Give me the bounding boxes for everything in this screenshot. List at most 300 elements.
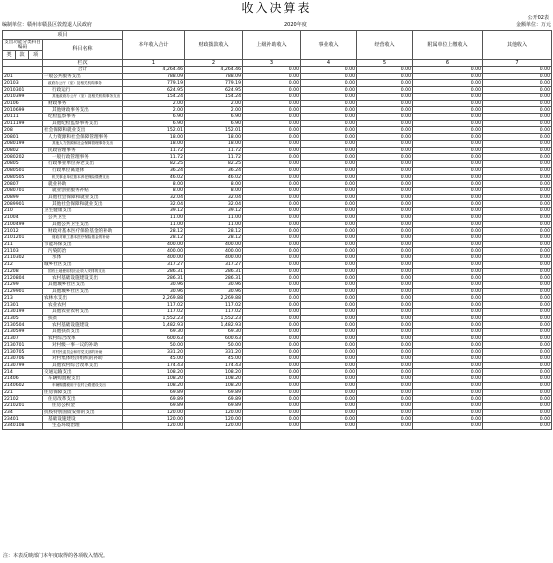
table-row <box>3 342 552 349</box>
other-income-col-6: 0.00 <box>413 255 483 262</box>
other-income-col-6: 0.00 <box>413 73 483 80</box>
other-income-col-5: 0.00 <box>357 120 413 127</box>
subject-code: 20805 <box>3 161 43 168</box>
subject-name: 其他社会保障和就业支出 <box>43 194 123 201</box>
total-income: 32.04 <box>123 194 185 201</box>
fiscal-appropriation: 45.00 <box>185 355 243 362</box>
other-income-col-3: 0.00 <box>243 268 301 275</box>
subject-code: 2080199 <box>3 140 43 147</box>
other-income-col-5: 0.00 <box>357 167 413 174</box>
subject-code: 20807 <box>3 181 43 188</box>
other-income-col-7: 0.00 <box>483 302 552 309</box>
other-income-col-7: 0.00 <box>483 382 552 389</box>
header-kuan: 款 <box>16 51 29 60</box>
subject-name: 对村集体经济组织的补助 <box>43 355 123 362</box>
col-num-7: 7 <box>483 60 552 67</box>
other-income-col-7: 0.00 <box>483 255 552 262</box>
table-row <box>3 362 552 369</box>
other-income-col-6: 0.00 <box>413 154 483 161</box>
total-income: 120.00 <box>123 409 185 416</box>
fiscal-appropriation: 30.96 <box>185 282 243 289</box>
report-title: 收入决算表 <box>241 1 312 15</box>
total-income: 11.72 <box>123 147 185 154</box>
other-income-col-7: 0.00 <box>483 409 552 416</box>
total-income: 18.00 <box>123 134 185 141</box>
table-row <box>3 107 552 114</box>
total-income: 286.31 <box>123 275 185 282</box>
subject-name: 其他人力资源和社会保障管理事务支出 <box>43 140 123 147</box>
other-income-col-6: 0.00 <box>413 409 483 416</box>
other-income-col-3: 0.00 <box>243 140 301 147</box>
subject-code: 2130504 <box>3 322 43 329</box>
other-income-col-4: 0.00 <box>301 93 357 100</box>
other-income-col-4: 0.00 <box>301 376 357 383</box>
other-income-col-4: 0.00 <box>301 335 357 342</box>
other-income-col-5: 0.00 <box>357 147 413 154</box>
subject-code <box>3 67 43 74</box>
other-income-col-6: 0.00 <box>413 93 483 100</box>
fiscal-appropriation: 18.00 <box>185 140 243 147</box>
col-num-6: 6 <box>413 60 483 67</box>
other-income-col-3: 0.00 <box>243 73 301 80</box>
fiscal-appropriation: 28.12 <box>185 234 243 241</box>
other-income-col-5: 0.00 <box>357 234 413 241</box>
other-income-col-5: 0.00 <box>357 369 413 376</box>
other-income-col-7: 0.00 <box>483 154 552 161</box>
other-income-col-5: 0.00 <box>357 248 413 255</box>
other-income-col-6: 0.00 <box>413 389 483 396</box>
other-income-col-6: 0.00 <box>413 241 483 248</box>
other-income-col-6: 0.00 <box>413 187 483 194</box>
other-income-col-5: 0.00 <box>357 174 413 181</box>
other-income-col-5: 0.00 <box>357 114 413 121</box>
other-income-col-7: 0.00 <box>483 416 552 423</box>
report-year: 2020年度 <box>284 22 307 28</box>
subject-code: 2010399 <box>3 93 43 100</box>
table-row <box>3 335 552 342</box>
total-income: 45.00 <box>123 355 185 362</box>
other-income-col-7: 0.00 <box>483 275 552 282</box>
other-income-col-7: 0.00 <box>483 423 552 430</box>
total-income: 108.20 <box>123 369 185 376</box>
other-income-col-4: 0.00 <box>301 355 357 362</box>
total-income: 120.00 <box>123 416 185 423</box>
subject-code: 221 <box>3 389 43 396</box>
table-row <box>3 329 552 336</box>
total-income: 117.02 <box>123 308 185 315</box>
subject-name: 其他政府办公厅（室）及相关机构事务支出 <box>43 93 123 100</box>
table-row <box>3 382 552 389</box>
other-income-col-4: 0.00 <box>301 100 357 107</box>
other-income-col-4: 0.00 <box>301 134 357 141</box>
subject-name: 抗疫特别国债安排的支出 <box>43 409 123 416</box>
other-income-col-5: 0.00 <box>357 322 413 329</box>
subject-code: 2129901 <box>3 288 43 295</box>
other-income-col-4: 0.00 <box>301 73 357 80</box>
other-income-col-5: 0.00 <box>357 329 413 336</box>
total-income: 331.20 <box>123 349 185 356</box>
other-income-col-3: 0.00 <box>243 288 301 295</box>
other-income-col-5: 0.00 <box>357 134 413 141</box>
table-row <box>3 315 552 322</box>
subject-name: 农村基础设施建设 <box>43 322 123 329</box>
other-income-col-6: 0.00 <box>413 140 483 147</box>
other-income-col-5: 0.00 <box>357 221 413 228</box>
total-income: 50.00 <box>123 342 185 349</box>
other-income-col-5: 0.00 <box>357 416 413 423</box>
subject-code: 2080701 <box>3 187 43 194</box>
other-income-col-6: 0.00 <box>413 355 483 362</box>
total-income: 11.00 <box>123 221 185 228</box>
other-income-col-3: 0.00 <box>243 214 301 221</box>
other-income-col-6: 0.00 <box>413 288 483 295</box>
other-income-col-7: 0.00 <box>483 329 552 336</box>
table-row <box>3 147 552 154</box>
other-income-col-7: 0.00 <box>483 73 552 80</box>
other-income-col-4: 0.00 <box>301 288 357 295</box>
other-income-col-6: 0.00 <box>413 67 483 74</box>
subject-code: 2130799 <box>3 362 43 369</box>
other-income-col-3: 0.00 <box>243 416 301 423</box>
other-income-col-4: 0.00 <box>301 416 357 423</box>
table-row <box>3 302 552 309</box>
fiscal-appropriation: 600.63 <box>185 335 243 342</box>
other-income-col-6: 0.00 <box>413 228 483 235</box>
other-income-col-6: 0.00 <box>413 174 483 181</box>
other-income-col-5: 0.00 <box>357 282 413 289</box>
fiscal-appropriation: 286.31 <box>185 275 243 282</box>
other-income-col-4: 0.00 <box>301 275 357 282</box>
total-income: 400.00 <box>123 255 185 262</box>
other-income-col-6: 0.00 <box>413 181 483 188</box>
other-income-col-7: 0.00 <box>483 288 552 295</box>
subject-code: 2340108 <box>3 423 43 430</box>
other-income-col-4: 0.00 <box>301 308 357 315</box>
other-income-col-5: 0.00 <box>357 208 413 215</box>
other-income-col-3: 0.00 <box>243 342 301 349</box>
total-income: 1,552.23 <box>123 315 185 322</box>
subject-code: 21299 <box>3 282 43 289</box>
other-income-col-4: 0.00 <box>301 67 357 74</box>
other-income-col-3: 0.00 <box>243 362 301 369</box>
col-num-5: 5 <box>357 60 413 67</box>
other-income-col-3: 0.00 <box>243 134 301 141</box>
fiscal-appropriation: 30.96 <box>185 288 243 295</box>
other-income-col-4: 0.00 <box>301 154 357 161</box>
other-income-col-7: 0.00 <box>483 282 552 289</box>
other-income-col-4: 0.00 <box>301 187 357 194</box>
subject-code: 211 <box>3 241 43 248</box>
fiscal-appropriation: 69.89 <box>185 389 243 396</box>
other-income-col-5: 0.00 <box>357 201 413 208</box>
subject-code: 23401 <box>3 416 43 423</box>
other-income-col-3: 0.00 <box>243 87 301 94</box>
subject-code: 2080501 <box>3 167 43 174</box>
money-unit: 金额单位：万元 <box>515 22 551 28</box>
other-income-col-5: 0.00 <box>357 342 413 349</box>
subject-name: 一般公共服务支出 <box>43 73 123 80</box>
other-income-col-3: 0.00 <box>243 282 301 289</box>
other-income-col-7: 0.00 <box>483 349 552 356</box>
lanci-label: 栏次 <box>43 60 123 67</box>
fiscal-appropriation: 108.20 <box>185 376 243 383</box>
table-row <box>3 234 552 241</box>
subject-name: 基础设施建设 <box>43 416 123 423</box>
other-income-col-3: 0.00 <box>243 167 301 174</box>
fiscal-appropriation: 2.00 <box>185 100 243 107</box>
fiscal-appropriation: 18.00 <box>185 134 243 141</box>
subject-code: 2130701 <box>3 342 43 349</box>
other-income-col-6: 0.00 <box>413 302 483 309</box>
subject-name: 城乡社区支出 <box>43 261 123 268</box>
other-income-col-3: 0.00 <box>243 228 301 235</box>
table-row <box>3 167 552 174</box>
subject-code: 21307 <box>3 335 43 342</box>
subject-code: 2210201 <box>3 402 43 409</box>
fiscal-appropriation: 779.19 <box>185 80 243 87</box>
subject-code: 214 <box>3 369 43 376</box>
other-income-col-7: 0.00 <box>483 87 552 94</box>
table-row <box>3 214 552 221</box>
other-income-col-3: 0.00 <box>243 409 301 416</box>
other-income-col-6: 0.00 <box>413 342 483 349</box>
other-income-col-6: 0.00 <box>413 335 483 342</box>
subject-name: 财政对基本医疗保险基金的补助 <box>43 228 123 235</box>
total-income: 36.24 <box>123 167 185 174</box>
total-income: 2,269.88 <box>123 295 185 302</box>
other-income-col-4: 0.00 <box>301 107 357 114</box>
total-income: 317.27 <box>123 261 185 268</box>
total-income: 117.02 <box>123 302 185 309</box>
other-income-col-7: 0.00 <box>483 140 552 147</box>
other-income-col-6: 0.00 <box>413 167 483 174</box>
other-income-col-5: 0.00 <box>357 288 413 295</box>
other-income-col-4: 0.00 <box>301 409 357 416</box>
other-income-col-7: 0.00 <box>483 174 552 181</box>
other-income-col-5: 0.00 <box>357 335 413 342</box>
other-income-col-7: 0.00 <box>483 295 552 302</box>
other-income-col-3: 0.00 <box>243 376 301 383</box>
subject-code: 2080202 <box>3 154 43 161</box>
table-row <box>3 268 552 275</box>
subject-name: 农林水支出 <box>43 295 123 302</box>
table-row <box>3 295 552 302</box>
table-row <box>3 100 552 107</box>
other-income-col-5: 0.00 <box>357 214 413 221</box>
table-row <box>3 120 552 127</box>
table-row <box>3 261 552 268</box>
subject-code: 21103 <box>3 248 43 255</box>
table-row <box>3 409 552 416</box>
subject-code: 2130199 <box>3 308 43 315</box>
table-row <box>3 161 552 168</box>
other-income-col-3: 0.00 <box>243 100 301 107</box>
other-income-col-5: 0.00 <box>357 376 413 383</box>
table-row <box>3 423 552 430</box>
table-row <box>3 73 552 80</box>
total-income: 120.00 <box>123 423 185 430</box>
subject-code: 2100499 <box>3 221 43 228</box>
other-income-col-5: 0.00 <box>357 315 413 322</box>
total-income: 152.01 <box>123 127 185 134</box>
other-income-col-4: 0.00 <box>301 423 357 430</box>
other-income-col-7: 0.00 <box>483 107 552 114</box>
other-income-col-4: 0.00 <box>301 322 357 329</box>
other-income-col-4: 0.00 <box>301 167 357 174</box>
other-income-col-4: 0.00 <box>301 282 357 289</box>
total-income: 69.89 <box>123 396 185 403</box>
subject-name: 机关事业单位基本养老保险缴费支出 <box>43 174 123 181</box>
other-income-col-4: 0.00 <box>301 396 357 403</box>
fiscal-appropriation: 6.90 <box>185 120 243 127</box>
table-row <box>3 93 552 100</box>
other-income-col-7: 0.00 <box>483 181 552 188</box>
other-income-col-5: 0.00 <box>357 382 413 389</box>
other-income-col-5: 0.00 <box>357 295 413 302</box>
fiscal-appropriation: 624.95 <box>185 87 243 94</box>
other-income-col-3: 0.00 <box>243 147 301 154</box>
other-income-col-7: 0.00 <box>483 315 552 322</box>
other-income-col-7: 0.00 <box>483 228 552 235</box>
subject-code: 20103 <box>3 80 43 87</box>
other-income-col-7: 0.00 <box>483 308 552 315</box>
other-income-col-5: 0.00 <box>357 73 413 80</box>
other-income-col-3: 0.00 <box>243 402 301 409</box>
table-row <box>3 187 552 194</box>
fiscal-appropriation: 46.02 <box>185 174 243 181</box>
other-income-col-3: 0.00 <box>243 275 301 282</box>
other-income-col-4: 0.00 <box>301 402 357 409</box>
other-income-col-3: 0.00 <box>243 322 301 329</box>
subject-code: 2089901 <box>3 201 43 208</box>
compiling-unit: 编制单位：赣州市赣县区敦煌退人民政府 <box>2 22 93 28</box>
subject-name: 政府办公厅（室）及相关机构事务 <box>43 80 123 87</box>
other-income-col-7: 0.00 <box>483 120 552 127</box>
fiscal-appropriation: 788.09 <box>185 73 243 80</box>
fiscal-appropriation: 11.72 <box>185 147 243 154</box>
other-income-col-5: 0.00 <box>357 67 413 74</box>
other-income-col-7: 0.00 <box>483 194 552 201</box>
table-row <box>3 355 552 362</box>
subject-code: 2110302 <box>3 255 43 262</box>
table-row <box>3 174 552 181</box>
table-row <box>3 248 552 255</box>
total-income: 11.72 <box>123 154 185 161</box>
other-income-col-6: 0.00 <box>413 201 483 208</box>
header-col-7: 其他收入 <box>483 31 552 60</box>
subject-code: 20801 <box>3 134 43 141</box>
subject-name: 农业农村 <box>43 302 123 309</box>
income-table <box>2 30 552 430</box>
other-income-col-7: 0.00 <box>483 248 552 255</box>
subject-name: 人力资源和社会保障管理事务 <box>43 134 123 141</box>
other-income-col-7: 0.00 <box>483 221 552 228</box>
other-income-col-4: 0.00 <box>301 342 357 349</box>
subject-code: 20899 <box>3 194 43 201</box>
other-income-col-6: 0.00 <box>413 234 483 241</box>
other-income-col-3: 0.00 <box>243 201 301 208</box>
other-income-col-5: 0.00 <box>357 302 413 309</box>
other-income-col-6: 0.00 <box>413 416 483 423</box>
total-income: 2.00 <box>123 107 185 114</box>
other-income-col-7: 0.00 <box>483 376 552 383</box>
other-income-col-3: 0.00 <box>243 355 301 362</box>
other-income-col-3: 0.00 <box>243 221 301 228</box>
other-income-col-7: 0.00 <box>483 322 552 329</box>
other-income-col-3: 0.00 <box>243 308 301 315</box>
other-income-col-5: 0.00 <box>357 402 413 409</box>
other-income-col-6: 0.00 <box>413 322 483 329</box>
other-income-col-4: 0.00 <box>301 382 357 389</box>
total-income: 28.12 <box>123 228 185 235</box>
other-income-col-7: 0.00 <box>483 342 552 349</box>
other-income-col-7: 0.00 <box>483 114 552 121</box>
subject-name: 其他公共卫生支出 <box>43 221 123 228</box>
total-income: 30.96 <box>123 282 185 289</box>
other-income-col-7: 0.00 <box>483 147 552 154</box>
other-income-col-7: 0.00 <box>483 234 552 241</box>
col-num-2: 2 <box>185 60 243 67</box>
fiscal-appropriation: 2,269.88 <box>185 295 243 302</box>
other-income-col-5: 0.00 <box>357 268 413 275</box>
other-income-col-3: 0.00 <box>243 208 301 215</box>
total-income: 400.00 <box>123 248 185 255</box>
header-col-1: 本年收入合计 <box>123 31 185 60</box>
total-income: 69.89 <box>123 389 185 396</box>
other-income-col-7: 0.00 <box>483 402 552 409</box>
fiscal-appropriation: 36.24 <box>185 167 243 174</box>
other-income-col-3: 0.00 <box>243 315 301 322</box>
other-income-col-3: 0.00 <box>243 423 301 430</box>
fiscal-appropriation: 32.04 <box>185 194 243 201</box>
other-income-col-6: 0.00 <box>413 349 483 356</box>
subject-name: 就业补助 <box>43 181 123 188</box>
other-income-col-3: 0.00 <box>243 107 301 114</box>
subject-name: 农村综合改革 <box>43 335 123 342</box>
other-income-col-7: 0.00 <box>483 369 552 376</box>
other-income-col-7: 0.00 <box>483 241 552 248</box>
col-num-1: 1 <box>123 60 185 67</box>
fiscal-appropriation: 120.00 <box>185 409 243 416</box>
other-income-col-4: 0.00 <box>301 369 357 376</box>
fiscal-appropriation: 331.20 <box>185 349 243 356</box>
fiscal-appropriation: 32.04 <box>185 201 243 208</box>
total-income: 400.00 <box>123 241 185 248</box>
other-income-col-4: 0.00 <box>301 261 357 268</box>
table-row <box>3 402 552 409</box>
other-income-col-5: 0.00 <box>357 308 413 315</box>
other-income-col-3: 0.00 <box>243 382 301 389</box>
subject-name: 合计 <box>43 67 123 74</box>
subject-code: 210 <box>3 208 43 215</box>
total-income: 286.31 <box>123 268 185 275</box>
other-income-col-7: 0.00 <box>483 355 552 362</box>
other-income-col-4: 0.00 <box>301 349 357 356</box>
subject-code: 208 <box>3 127 43 134</box>
table-note: 注：本表反映部门本年度取得的各项收入情况。 <box>3 553 109 559</box>
subject-code: 20106 <box>3 100 43 107</box>
table-row <box>3 275 552 282</box>
other-income-col-6: 0.00 <box>413 396 483 403</box>
other-income-col-6: 0.00 <box>413 261 483 268</box>
header-col-2: 财政拨款收入 <box>185 31 243 60</box>
other-income-col-7: 0.00 <box>483 187 552 194</box>
subject-code: 20111 <box>3 114 43 121</box>
other-income-col-3: 0.00 <box>243 187 301 194</box>
subject-name: 卫生健康支出 <box>43 208 123 215</box>
other-income-col-3: 0.00 <box>243 349 301 356</box>
table-row <box>3 87 552 94</box>
